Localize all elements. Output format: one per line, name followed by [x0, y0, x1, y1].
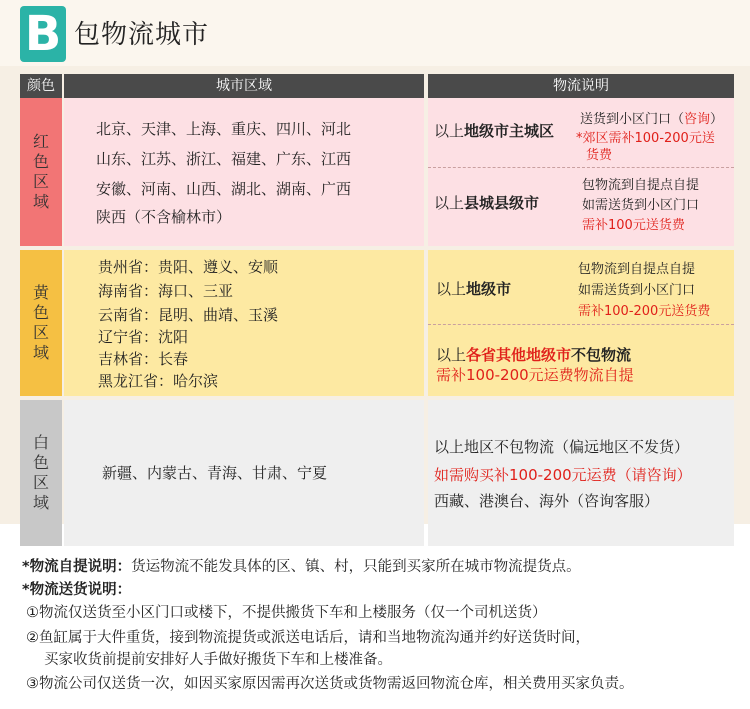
red-zone-label: 红色区域 [20, 98, 62, 246]
rule-title: 以上地级市 [436, 280, 512, 298]
yellow-zone-logistics [428, 250, 734, 396]
rule-line: 送货到小区门口（咨询） [580, 112, 724, 127]
city-line: 安徽、河南、山西、湖北、湖南、广西 [96, 180, 352, 198]
rule-line: 以上地区不包物流（偏远地区不发货） [434, 438, 690, 456]
city-line: 吉林省：长春 [98, 350, 189, 368]
rule-line: *郊区需补100-200元送 [576, 131, 715, 146]
rule-title: 以上各省其他地级市不包物流 [436, 346, 632, 364]
city-line: 陕西（不含榆林市） [96, 208, 232, 226]
rule-title: 以上地级市主城区 [434, 122, 555, 140]
rule-line: 如需购买补100-200元运费（请咨询） [434, 466, 692, 484]
red-zone-logistics [428, 98, 734, 246]
row-divider [428, 167, 734, 168]
red-zone-cities [64, 98, 424, 246]
section-header [0, 0, 750, 66]
delivery-item: ②鱼缸属于大件重货，接到物流提货或派送电话后，请和当地物流沟通并约好送货时间， [26, 630, 590, 646]
rule-line: 包物流到自提点自提 [582, 178, 700, 193]
row-divider [428, 324, 734, 325]
city-line: 辽宁省：沈阳 [98, 328, 189, 346]
white-zone-label: 白色区域 [20, 400, 62, 546]
header-color: 颜色 [20, 74, 62, 98]
city-line: 山东、江苏、浙江、福建、广东、江西 [96, 150, 352, 168]
city-line: 海南省：海口、三亚 [98, 282, 234, 300]
white-zone-logistics [428, 400, 734, 546]
rule-line: 需补100元送货费 [582, 218, 685, 233]
delivery-note-title: *物流送货说明： [22, 582, 132, 598]
city-line: 云南省：昆明、曲靖、玉溪 [98, 306, 279, 324]
rule-line: 货费 [586, 148, 613, 163]
rule-line: 需补100-200元运费物流自提 [436, 366, 634, 384]
header-logistics: 物流说明 [428, 74, 734, 98]
pickup-note: *物流自提说明：货运物流不能发具体的区、镇、村，只能到买家所在城市物流提货点。 [22, 559, 581, 575]
city-line: 贵州省：贵阳、遵义、安顺 [98, 258, 279, 276]
rule-line: 如需送货到小区门口 [582, 198, 700, 213]
city-line: 新疆、内蒙古、青海、甘肃、宁夏 [102, 464, 328, 482]
white-zone-cities [64, 400, 424, 546]
yellow-zone-cities [64, 250, 424, 396]
delivery-item: ①物流仅送货至小区门口或楼下，不提供搬货下车和上楼服务（仅一个司机送货） [26, 605, 547, 621]
rule-line: 包物流到自提点自提 [578, 262, 696, 277]
section-title: 包物流城市 [74, 20, 210, 50]
city-line: 北京、天津、上海、重庆、四川、河北 [96, 120, 352, 138]
city-line: 黑龙江省：哈尔滨 [98, 372, 219, 390]
delivery-item: ③物流公司仅送货一次，如因买家原因需再次送货或货物需返回物流仓库，相关费用买家负责。 [26, 676, 634, 692]
rule-title: 以上县城县级市 [434, 194, 540, 212]
yellow-zone-label: 黄色区域 [20, 250, 62, 396]
rule-line: 西藏、港澳台、海外（咨询客服） [434, 492, 660, 510]
rule-line: 如需送货到小区门口 [578, 283, 696, 298]
rule-line: 需补100-200元送货费 [578, 304, 711, 319]
header-city-region: 城市区域 [64, 74, 424, 98]
delivery-item: 买家收货前提前安排好人手做好搬货下车和上楼准备。 [44, 652, 392, 668]
section-badge: B [20, 6, 66, 62]
